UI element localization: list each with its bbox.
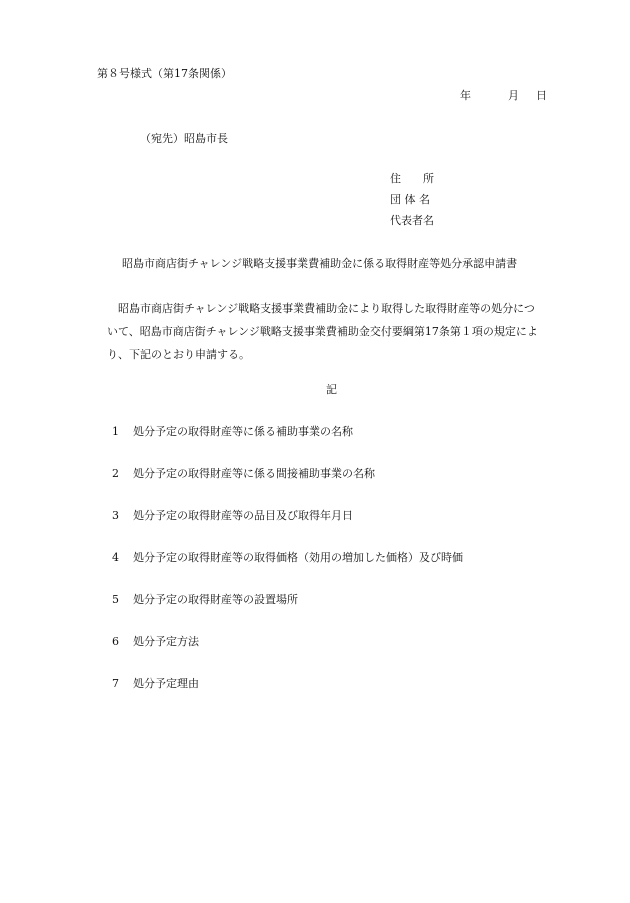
list-item	[112, 594, 463, 636]
applicant-block	[390, 173, 434, 236]
body-line: いて、昭島市商店街チャレンジ戦略支援事業費補助金交付要綱第17条第１項の規定によ	[107, 325, 538, 338]
date-line	[460, 90, 547, 101]
addressee: （宛先）昭島市長	[140, 132, 228, 145]
item-text: 処分予定の取得財産等の設置場所	[133, 593, 298, 606]
list-item	[112, 636, 463, 678]
item-text: 処分予定の取得財産等に係る間接補助事業の名称	[133, 467, 375, 480]
item-text: 処分予定方法	[133, 635, 199, 648]
item-number: 5	[112, 593, 119, 606]
list-item	[112, 678, 463, 720]
item-list	[112, 426, 463, 720]
ki-heading: 記	[326, 383, 337, 396]
item-text: 処分予定理由	[133, 677, 199, 690]
item-number: 4	[112, 551, 119, 564]
item-number: 6	[112, 635, 119, 648]
representative-label: 代表者名	[390, 214, 434, 227]
body-text	[107, 297, 547, 366]
list-item	[112, 468, 463, 510]
item-text: 処分予定の取得財産等の品目及び取得年月日	[133, 509, 353, 522]
address-label: 住 所	[390, 172, 434, 185]
item-number: 3	[112, 509, 119, 522]
date-month-label: 月	[508, 89, 519, 102]
body-line: り、下記のとおり申請する。	[107, 348, 250, 361]
date-year-label: 年	[460, 89, 471, 102]
item-text: 処分予定の取得財産等に係る補助事業の名称	[133, 425, 353, 438]
list-item	[112, 426, 463, 468]
item-number: 1	[112, 425, 119, 438]
item-number: 2	[112, 467, 119, 480]
organization-label: 団 体 名	[390, 193, 430, 206]
item-number: 7	[112, 677, 119, 690]
list-item	[112, 510, 463, 552]
document-title: 昭島市商店街チャレンジ戦略支援事業費補助金に係る取得財産等処分承認申請書	[122, 257, 518, 270]
form-number: 第８号様式（第17条関係）	[97, 67, 232, 80]
item-text: 処分予定の取得財産等の取得価格（効用の増加した価格）及び時価	[133, 551, 463, 564]
list-item	[112, 552, 463, 594]
body-line: 昭島市商店街チャレンジ戦略支援事業費補助金により取得した取得財産等の処分につ	[107, 302, 535, 315]
date-day-label: 日	[536, 89, 547, 102]
